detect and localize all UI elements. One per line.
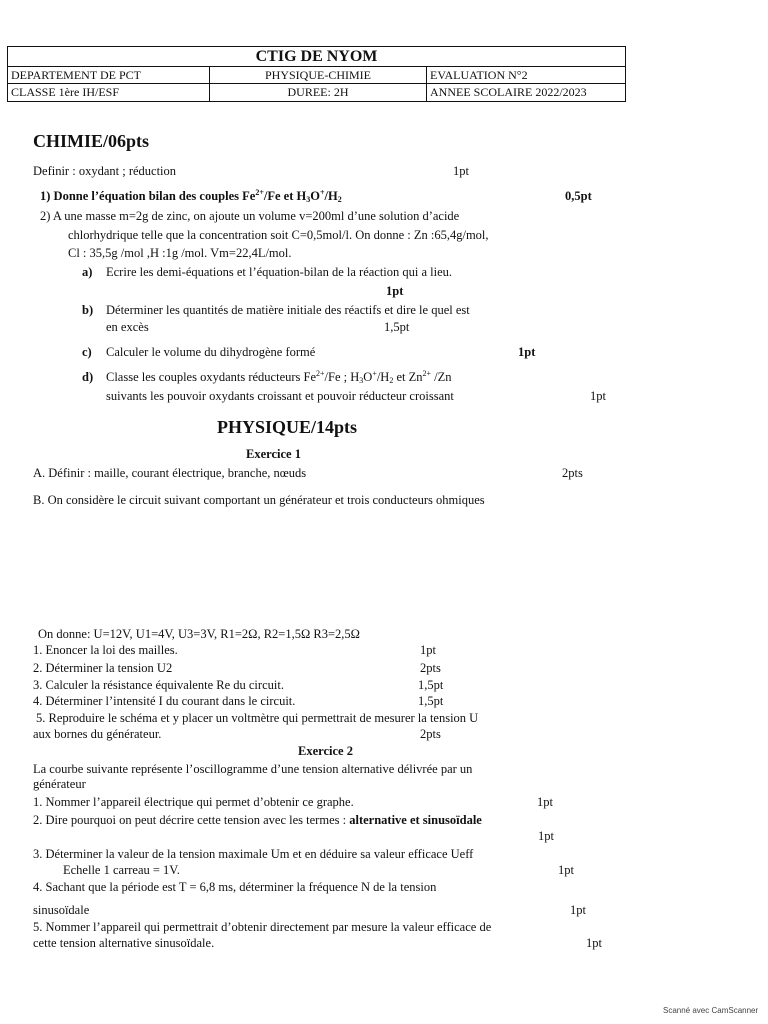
duration: DUREE: 2H [210,84,427,101]
ex2-q3: 3. Déterminer la valeur de la tension maximale Um et en déduire sa valeur efficace Ueff [33,847,474,861]
evaluation-number: EVALUATION N°2 [430,68,528,82]
chimie-b-text1: Déterminer les quantités de matière initiale des réactifs et dire le quel est [106,303,470,317]
chimie-b-text2: en excès [106,320,149,334]
ex2-q2: 2. Dire pourquoi on peut décrire cette tension avec les termes : alternative et sinusoïdale [33,813,482,827]
chimie-define-points: 1pt [453,164,469,178]
exercise-2-title: Exercice 2 [298,744,353,758]
ex1-q5-line1: 5. Reproduire le schéma et y placer un voltmètre qui permettrait de mesurer la tension U [36,711,479,725]
chimie-b-label: b) [82,303,94,317]
ex2-q3-points: 1pt [558,863,574,877]
chimie-title: CHIMIE/06pts [33,131,150,151]
chimie-q1-points: 0,5pt [565,189,592,203]
ex1-q5-line2: aux bornes du générateur. [33,727,162,741]
chimie-d-points: 1pt [590,389,606,403]
ex1-q1-points: 1pt [420,643,436,657]
school-year: ANNEE SCOLAIRE 2022/2023 [430,85,587,99]
physique-title: PHYSIQUE/14pts [217,417,358,437]
ex2-q4: 4. Sachant que la période est T = 6,8 ms, déterminer la fréquence N de la tension [33,880,437,894]
exercise-1-title: Exercice 1 [246,447,301,461]
ex2-q1: 1. Nommer l’appareil électrique qui permet d’obtenir ce graphe. [33,795,354,809]
chimie-c-points: 1pt [518,345,536,359]
ex1-q2-points: 2pts [420,661,441,675]
department: DEPARTEMENT DE PCT [8,67,210,83]
ex1-part-a: A. Définir : maille, courant électrique, branche, nœuds [33,466,307,480]
ex1-part-b: B. On considère le circuit suivant comportant un générateur et trois conducteurs ohmiques [33,493,485,507]
ex1-given-values: On donne: U=12V, U1=4V, U3=3V, R1=2Ω, R2=1,5Ω R3=2,5Ω [38,627,360,641]
ex2-q4-line2: sinusoïdale [33,903,90,917]
header-table [7,46,626,102]
chimie-a-points: 1pt [386,284,404,298]
ex2-intro-line2: générateur [33,777,86,791]
ex2-q3-scale: Echelle 1 carreau = 1V. [63,863,180,877]
scanner-watermark: Scanné avec CamScanner [663,1006,759,1015]
chimie-q2-line1: 2) A une masse m=2g de zinc, on ajoute un volume v=200ml d’une solution d’acide [40,209,460,223]
chimie-q1: 1) Donne l’équation bilan des couples $Fe^{2+}/Fe$ et $H_3O^+/H_2$ [40,188,342,204]
header-row-2 [8,84,625,101]
ex1-q4-points: 1,5pt [418,694,444,708]
ex1-q1: 1. Enoncer la loi des mailles. [33,643,178,657]
chimie-a-text: Ecrire les demi-équations et l’équation-bilan de la réaction qui a lieu. [106,265,453,279]
ex1-q2: 2. Déterminer la tension U2 [33,661,173,675]
ex1-q5-points: 2pts [420,727,441,741]
chimie-c-text: Calculer le volume du dihydrogène formé [106,345,316,359]
ex2-q5-line1: 5. Nommer l’appareil qui permettrait d’obtenir directement par mesure la valeur efficace de [33,920,492,934]
chimie-b-points: 1,5pt [384,320,410,334]
chimie-q2-line2: chlorhydrique telle que la concentration soit C=0,5mol/l. On donne : Zn :65,4g/mol, [68,228,489,242]
ex1-q4: 4. Déterminer l’intensité I du courant dans le circuit. [33,694,296,708]
ex2-q2-points: 1pt [538,829,554,843]
ex1-q3: 3. Calculer la résistance équivalente Re du circuit. [33,678,284,692]
ex2-q5-points: 1pt [586,936,602,950]
school-name: CTIG DE NYOM [8,47,625,67]
chimie-d-text2: suivants les pouvoir oxydants croissant et pouvoir réducteur croissant [106,389,454,403]
ex1-q3-points: 1,5pt [418,678,444,692]
ex1-part-a-points: 2pts [562,466,583,480]
chimie-d-text1: Classe les couples oxydants réducteurs $Fe^{2+}/Fe$ ; $H_3O^+/H_2$ et $Zn^{2+}$ /Zn [106,369,452,385]
ex2-q1-points: 1pt [537,795,553,809]
subject: PHYSIQUE-CHIMIE [210,67,427,83]
chimie-a-label: a) [82,265,93,279]
class: CLASSE 1ère IH/ESF [8,84,210,101]
ex2-q4-points: 1pt [570,903,586,917]
chimie-q2-line3: Cl : 35,5g /mol ,H :1g /mol. Vm=22,4L/mol. [68,246,292,260]
header-row-1 [8,67,625,84]
ex2-q5-line2: cette tension alternative sinusoïdale. [33,936,215,950]
chimie-c-label: c) [82,345,92,359]
chimie-d-label: d) [82,370,94,384]
ex2-intro-line1: La courbe suivante représente l’oscillogramme d’une tension alternative délivrée par un [33,762,473,776]
chimie-define: Definir : oxydant ; réduction [33,164,177,178]
